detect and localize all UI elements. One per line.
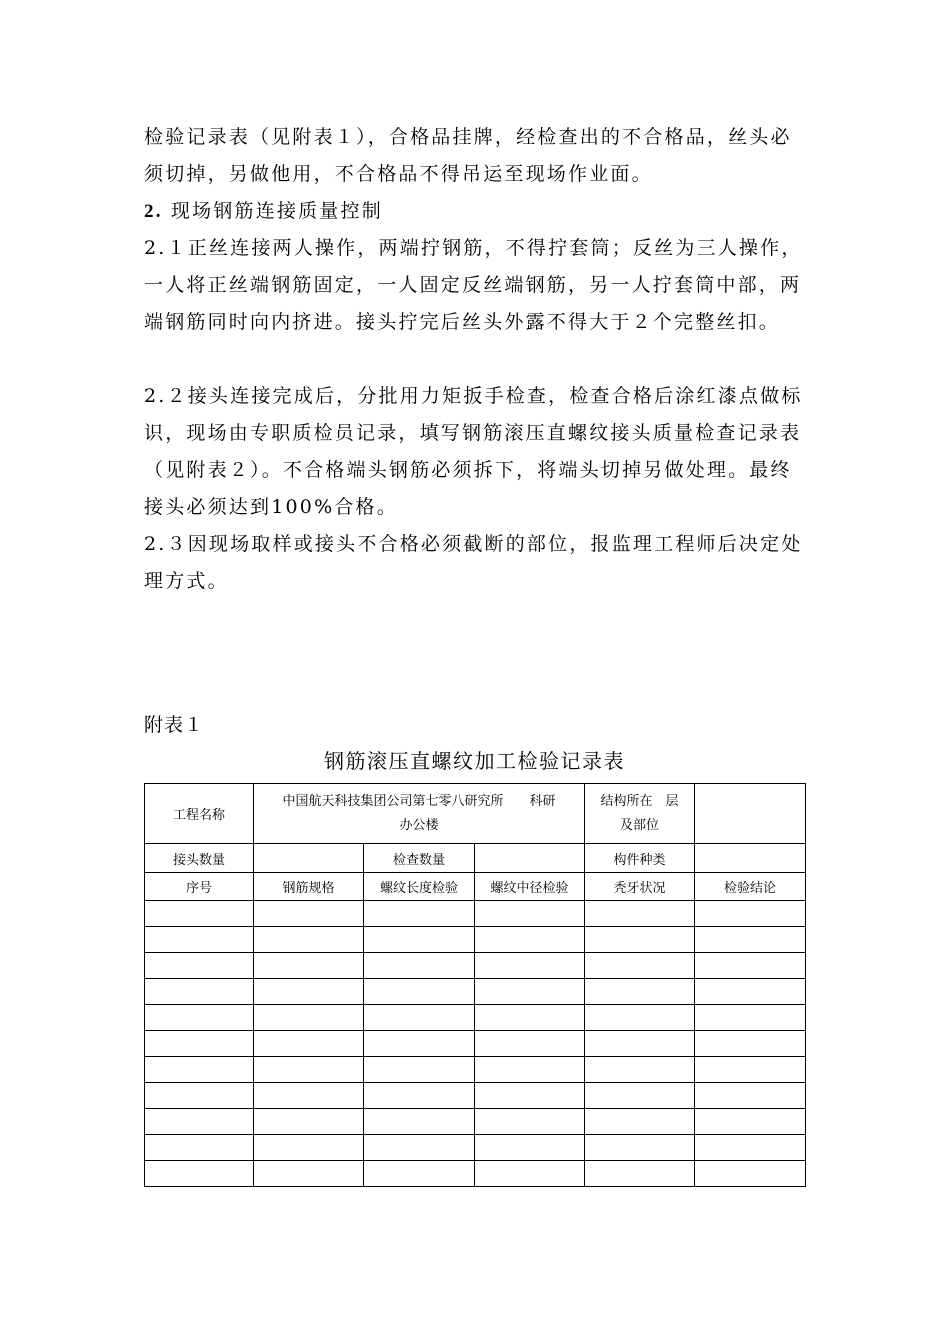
- table-cell: [475, 927, 585, 953]
- table-cell: [695, 1031, 806, 1057]
- table-cell: [475, 1109, 585, 1135]
- table-header-row: [145, 784, 806, 844]
- item-2-3: 2.３因现场取样或接头不合格必须截断的部位，报监理工程师后决定处理方式。: [144, 533, 803, 592]
- table-cell: [254, 927, 364, 953]
- table-cell: [695, 927, 806, 953]
- table-cell: [145, 1109, 254, 1135]
- col-header: 序号: [145, 873, 254, 901]
- table-cell: [695, 979, 806, 1005]
- table-cell: [364, 1005, 475, 1031]
- component-type-label: 构件种类: [585, 844, 695, 873]
- table-cell: [145, 1161, 254, 1187]
- table-cell: [364, 1057, 475, 1083]
- intro-paragraph: 检验记录表（见附表１），合格品挂牌，经检查出的不合格品，丝头必须切掉，另做他用，不合格品不得吊运至现场作业面。: [144, 126, 792, 185]
- section-heading: [144, 193, 808, 230]
- table-cell: [695, 901, 806, 927]
- table-cell: [254, 953, 364, 979]
- section-number: 2.: [144, 201, 163, 222]
- table-cell: [695, 1005, 806, 1031]
- project-name-line1: 中国航天科技集团公司第七零八研究所 科研: [282, 793, 556, 809]
- table-cell: [145, 953, 254, 979]
- table-row: [145, 1109, 806, 1135]
- section-title: 现场钢筋连接质量控制: [162, 200, 383, 222]
- table-cell: [254, 1031, 364, 1057]
- table-cell: [475, 1057, 585, 1083]
- table-cell: [585, 1135, 695, 1161]
- table-cell: [145, 1083, 254, 1109]
- inspection-record-table: [144, 783, 806, 1187]
- col-header: 螺纹长度检验: [364, 873, 475, 901]
- table-row: [145, 979, 806, 1005]
- table-cell: [364, 1161, 475, 1187]
- table-cell: [254, 979, 364, 1005]
- table-cell: [254, 1083, 364, 1109]
- table-cell: [145, 1135, 254, 1161]
- table-cell: [585, 1083, 695, 1109]
- table-cell: [145, 1031, 254, 1057]
- table-row: [145, 1005, 806, 1031]
- table-cell: [695, 1057, 806, 1083]
- table-cell: [364, 1031, 475, 1057]
- table-cell: [145, 1057, 254, 1083]
- table-cell: [585, 979, 695, 1005]
- structure-label-line2: 及部位: [620, 817, 660, 833]
- table-cell: [364, 1109, 475, 1135]
- table-row: [145, 1057, 806, 1083]
- column-header-row: [145, 873, 806, 901]
- table-cell: [585, 901, 695, 927]
- table-cell: [475, 1083, 585, 1109]
- item-2-1: 2.１正丝连接两人操作，两端拧钢筋，不得拧套筒；反丝为三人操作，一人将正丝端钢筋固定，一人固定反丝端钢筋，另一人拧套筒中部，两端钢筋同时向内挤进。接头拧完后丝头外露不得大于２个完整丝扣。: [144, 237, 803, 333]
- table-row: [145, 901, 806, 927]
- project-name-label: 工程名称: [145, 784, 254, 844]
- table-cell: [475, 1031, 585, 1057]
- table-cell: [475, 901, 585, 927]
- table-cell: [585, 1057, 695, 1083]
- table-cell: [145, 979, 254, 1005]
- table-cell: [475, 1161, 585, 1187]
- appendix-label: 附表１: [144, 714, 205, 736]
- table-cell: [585, 1161, 695, 1187]
- table-cell: [695, 953, 806, 979]
- project-name-line2: 办公楼: [399, 817, 439, 833]
- table-cell: [254, 901, 364, 927]
- col-header: 螺纹中径检验: [475, 873, 585, 901]
- table-cell: [695, 1161, 806, 1187]
- table-cell: [254, 1005, 364, 1031]
- table-cell: [145, 927, 254, 953]
- table-count-row: [145, 844, 806, 873]
- table-cell: [145, 901, 254, 927]
- table-cell: [364, 1083, 475, 1109]
- table-cell: [364, 979, 475, 1005]
- table-cell: [475, 1005, 585, 1031]
- col-header: 秃牙状况: [585, 873, 695, 901]
- table-cell: [364, 953, 475, 979]
- item-2-2: 2.２接头连接完成后，分批用力矩扳手检查，检查合格后涂红漆点做标识，现场由专职质检员记录，填写钢筋滚压直螺纹接头质量检查记录表（见附表２）。不合格端头钢筋必须拆下，将端头切掉另做处理。最终接头必须达到100%合格。: [144, 385, 803, 518]
- joint-count-value: [254, 844, 364, 873]
- structure-label: [585, 784, 695, 844]
- table-title: 钢筋滚压直螺纹加工检验记录表: [324, 749, 625, 773]
- table-cell: [585, 1005, 695, 1031]
- table-cell: [254, 1057, 364, 1083]
- component-type-value: [695, 844, 806, 873]
- table-cell: [585, 953, 695, 979]
- table-cell: [364, 1135, 475, 1161]
- inspect-count-label: 检查数量: [364, 844, 475, 873]
- table-cell: [475, 979, 585, 1005]
- inspect-count-value: [475, 844, 585, 873]
- table-row: [145, 1135, 806, 1161]
- joint-count-label: 接头数量: [145, 844, 254, 873]
- table-cell: [475, 953, 585, 979]
- table-cell: [254, 1109, 364, 1135]
- table-cell: [585, 927, 695, 953]
- table-cell: [254, 1161, 364, 1187]
- table-cell: [695, 1135, 806, 1161]
- table-cell: [364, 927, 475, 953]
- table-row: [145, 1031, 806, 1057]
- table-cell: [254, 1135, 364, 1161]
- table-cell: [364, 901, 475, 927]
- table-row: [145, 1083, 806, 1109]
- table-cell: [695, 1083, 806, 1109]
- table-cell: [585, 1031, 695, 1057]
- table-cell: [145, 1005, 254, 1031]
- table-cell: [475, 1135, 585, 1161]
- project-name-value: [254, 784, 585, 844]
- structure-label-line1: 结构所在 层: [600, 793, 679, 809]
- table-row: [145, 927, 806, 953]
- table-cell: [585, 1109, 695, 1135]
- col-header: 检验结论: [695, 873, 806, 901]
- table-row: [145, 1161, 806, 1187]
- table-row: [145, 953, 806, 979]
- col-header: 钢筋规格: [254, 873, 364, 901]
- table-cell: [695, 1109, 806, 1135]
- structure-value: [695, 784, 806, 844]
